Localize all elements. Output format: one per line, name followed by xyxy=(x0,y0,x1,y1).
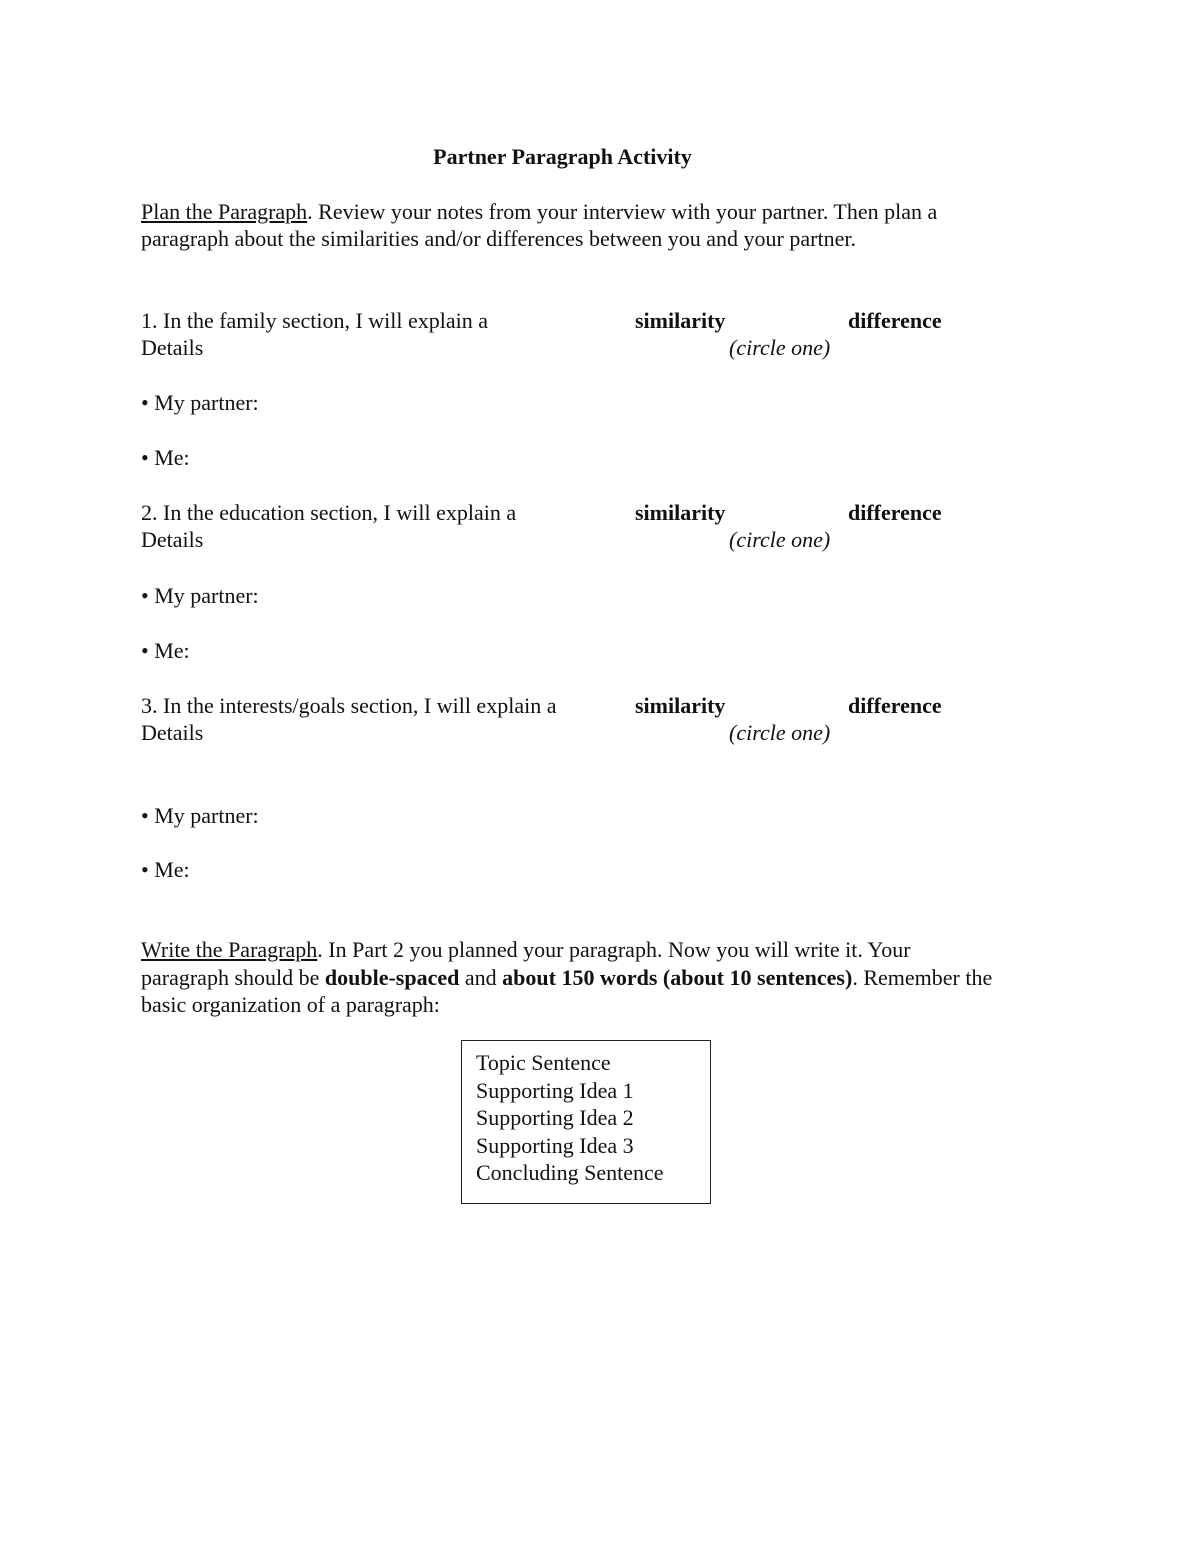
plan-heading: Plan the Paragraph xyxy=(141,199,308,224)
section-3-similarity-option[interactable]: similarity xyxy=(635,693,726,718)
write-emphasis-word-count: about 150 words (about 10 sentences) xyxy=(502,965,853,990)
section-3-difference-option[interactable]: difference xyxy=(848,693,942,718)
write-intro-line-1 xyxy=(141,936,911,963)
section-1-partner-bullet: • My partner: xyxy=(141,390,259,415)
write-text-a: paragraph should be xyxy=(141,965,325,990)
organization-item: Supporting Idea 1 xyxy=(476,1077,634,1103)
section-2-similarity-option[interactable]: similarity xyxy=(635,500,726,525)
write-emphasis-double-spaced: double-spaced xyxy=(324,965,460,990)
paragraph-organization-box xyxy=(461,1040,711,1204)
section-1-circle-one-note: (circle one) xyxy=(729,335,831,360)
write-text-c: and xyxy=(459,965,503,990)
section-2-prompt: 2. In the education section, I will explain a xyxy=(141,500,517,525)
organization-item: Supporting Idea 2 xyxy=(476,1105,634,1130)
section-3-details-label: Details xyxy=(141,720,204,745)
section-1-details-label: Details xyxy=(141,335,204,360)
section-1-similarity-option[interactable]: similarity xyxy=(635,308,726,333)
write-text-e: . Remember the xyxy=(852,965,993,990)
section-1-difference-option[interactable]: difference xyxy=(848,308,942,333)
section-2-details-label: Details xyxy=(141,527,204,552)
section-2-difference-option[interactable]: difference xyxy=(848,500,942,525)
section-1-me-bullet: • Me: xyxy=(141,445,190,470)
section-2-partner-bullet: • My partner: xyxy=(141,583,259,608)
section-3-partner-bullet: • My partner: xyxy=(141,803,259,828)
section-3-prompt: 3. In the interests/goals section, I will explain a xyxy=(141,693,557,718)
write-intro-line-2 xyxy=(141,964,992,991)
section-3-circle-one-note: (circle one) xyxy=(729,720,831,745)
organization-item: Topic Sentence xyxy=(476,1050,611,1075)
plan-intro-line-2: paragraph about the similarities and/or differences between you and your partner. xyxy=(141,226,856,251)
organization-item: Supporting Idea 3 xyxy=(476,1132,634,1158)
section-2-circle-one-note: (circle one) xyxy=(729,527,831,552)
write-heading: Write the Paragraph xyxy=(141,937,318,962)
plan-intro-line-1 xyxy=(141,198,937,225)
section-2-me-bullet: • Me: xyxy=(141,638,190,663)
write-intro-line-3: basic organization of a paragraph: xyxy=(141,992,440,1017)
plan-intro-text: . Review your notes from your interview with your partner. Then plan a xyxy=(307,199,938,224)
write-intro-text: . In Part 2 you planned your paragraph. Now you will write it. Your xyxy=(317,937,911,962)
page-title: Partner Paragraph Activity xyxy=(433,144,692,169)
section-1-prompt: 1. In the family section, I will explain a xyxy=(141,308,489,333)
organization-item: Concluding Sentence xyxy=(476,1160,664,1185)
section-3-me-bullet: • Me: xyxy=(141,857,190,882)
